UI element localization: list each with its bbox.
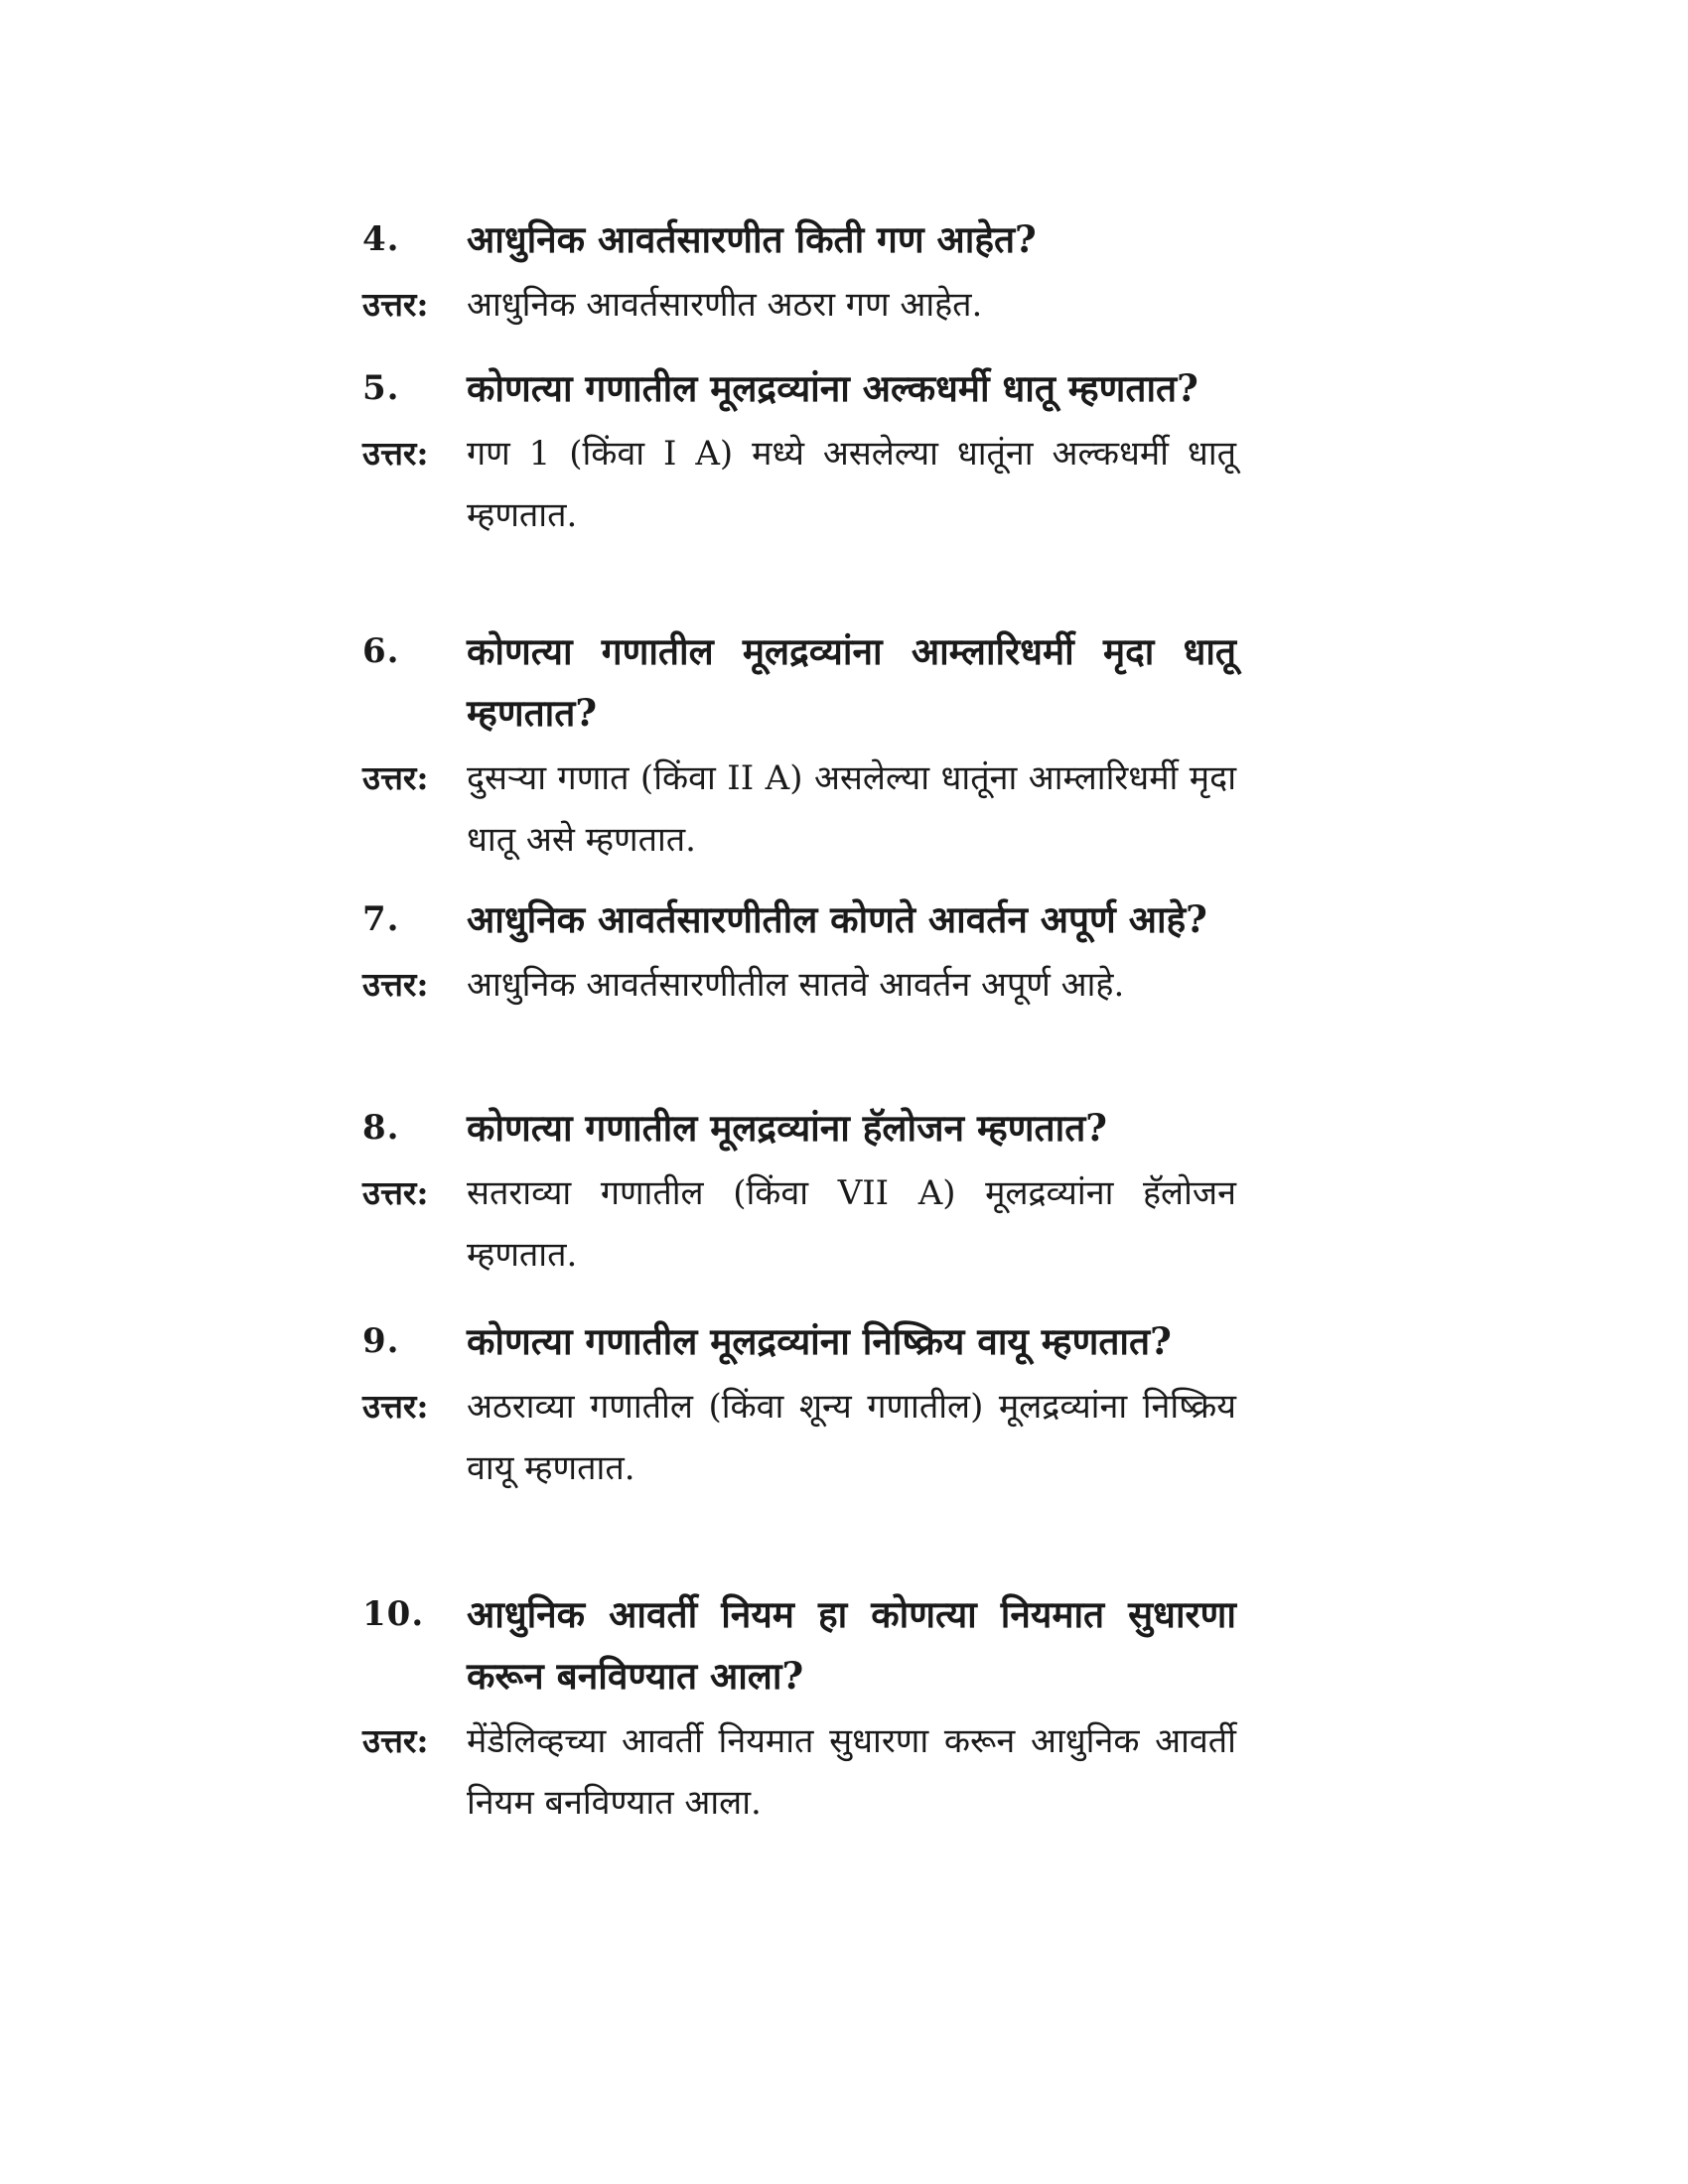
answer-label: उत्तर: xyxy=(362,1387,429,1426)
answer-label: उत्तर: xyxy=(362,758,429,797)
question-text: कोणत्या गणातील मूलद्रव्यांना हॅलोजन म्हणतात? xyxy=(467,1106,1107,1150)
question-text: कोणत्या गणातील मूलद्रव्यांना निष्क्रिय वायू म्हणतात? xyxy=(467,1319,1172,1363)
qa-item-6 xyxy=(362,620,1236,871)
question-number: 8. xyxy=(362,1108,400,1148)
answer-text: आधुनिक आवर्तसारणीतील सातवे आवर्तन अपूर्ण आहे. xyxy=(467,965,1125,1005)
question-number: 5. xyxy=(362,368,400,408)
qa-item-7 xyxy=(362,888,1236,1016)
question-text: कोणत्या गणातील मूलद्रव्यांना अल्कधर्मी धातू म्हणतात? xyxy=(467,366,1198,410)
qa-item-10 xyxy=(362,1583,1236,1834)
qa-item-4 xyxy=(362,208,1236,336)
answer-label: उत्तर: xyxy=(362,965,429,1004)
question-number: 9. xyxy=(362,1321,400,1361)
answer-text: सतराव्या गणातील (किंवा VII A) मूलद्रव्यांना हॅलोजन म्हणतात. xyxy=(467,1173,1236,1275)
question-number: 10. xyxy=(362,1594,425,1634)
answer-text: दुसऱ्या गणात (किंवा II A) असलेल्या धातूंना आम्लारिधर्मी मृदा धातू असे म्हणतात. xyxy=(467,758,1236,860)
answer-label: उत्तर: xyxy=(362,434,429,473)
question-text: आधुनिक आवर्ती नियम हा कोणत्या नियमात सुधारणा करून बनविण्यात आला? xyxy=(467,1592,1236,1698)
answer-label: उत्तर: xyxy=(362,285,429,324)
answer-text: गण 1 (किंवा I A) मध्ये असलेल्या धातूंना अल्कधर्मी धातू म्हणतात. xyxy=(467,434,1236,535)
answer-text: मेंडेलिव्हच्या आवर्ती नियमात सुधारणा करून आधुनिक आवर्ती नियम बनविण्यात आला. xyxy=(467,1721,1236,1823)
answer-text: अठराव्या गणातील (किंवा शून्य गणातील) मूलद्रव्यांना निष्क्रिय वायू म्हणतात. xyxy=(467,1387,1236,1488)
answer-text: आधुनिक आवर्तसारणीत अठरा गण आहेत. xyxy=(467,285,983,325)
question-text: आधुनिक आवर्तसारणीतील कोणते आवर्तन अपूर्ण आहे? xyxy=(467,897,1207,941)
qa-item-9 xyxy=(362,1310,1236,1499)
question-text: आधुनिक आवर्तसारणीत किती गण आहेत? xyxy=(467,217,1037,261)
question-number: 6. xyxy=(362,631,400,671)
answer-label: उत्तर: xyxy=(362,1173,429,1212)
question-number: 4. xyxy=(362,219,400,259)
qa-item-8 xyxy=(362,1097,1236,1286)
question-text: कोणत्या गणातील मूलद्रव्यांना आम्लारिधर्मी मृदा धातू म्हणतात? xyxy=(467,629,1236,735)
answer-label: उत्तर: xyxy=(362,1721,429,1760)
qa-item-5 xyxy=(362,357,1236,546)
question-number: 7. xyxy=(362,899,400,939)
